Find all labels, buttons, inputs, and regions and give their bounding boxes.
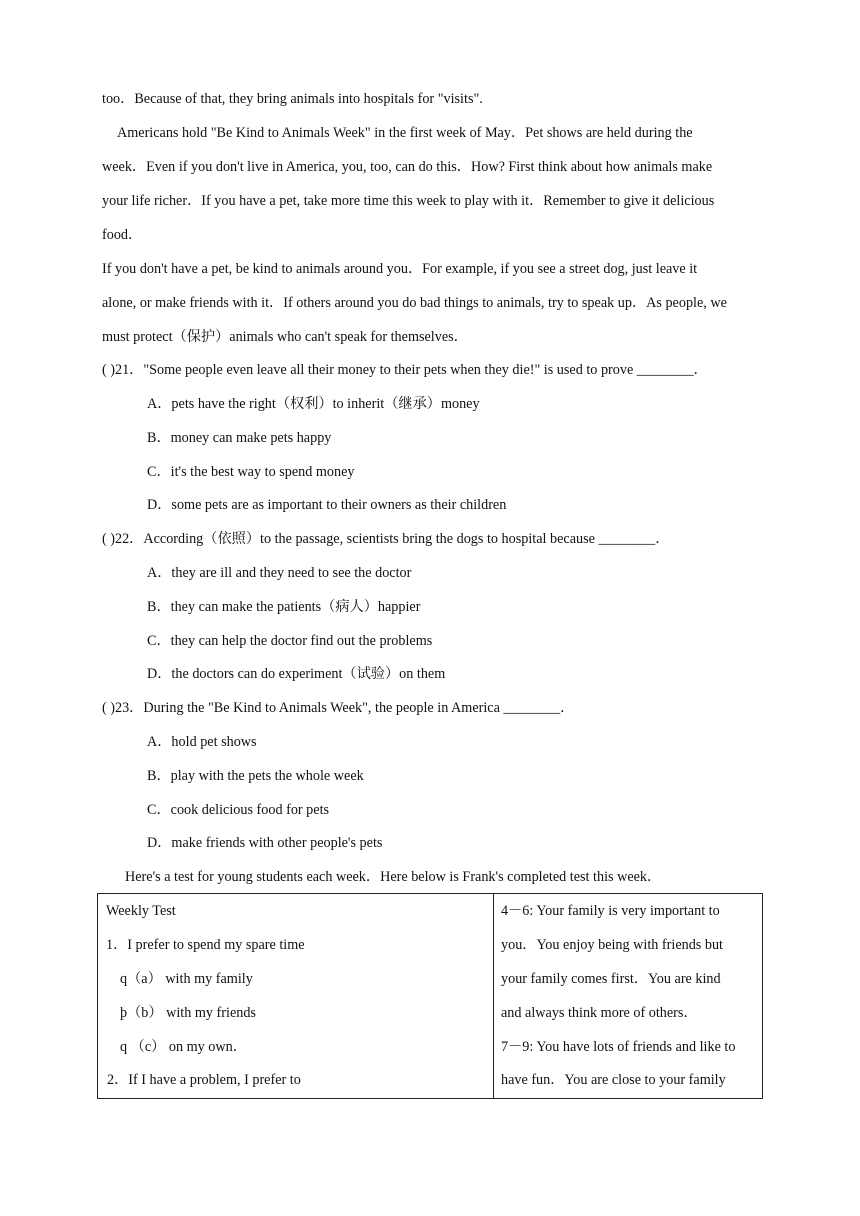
passage-line: week．Even if you don't live in America, you, too, can do this．How? First think about how animals make xyxy=(102,159,713,175)
table-intro: Here's a test for young students each week．Here below is Frank's completed test this week． xyxy=(125,869,662,885)
test-left-cell xyxy=(98,894,494,1099)
result-line: have fun．You are close to your family xyxy=(501,1072,726,1088)
passage-line: alone, or make friends with it．If others around you do bad things to animals, try to speak up．As people, we xyxy=(102,295,727,311)
test-choice: q（a） with my family xyxy=(120,971,253,987)
option-23-a: A．hold pet shows xyxy=(147,734,257,750)
test-choice: þ（b） with my friends xyxy=(120,1005,256,1021)
question-stem-21: ( )21．"Some people even leave all their money to their pets when they die!" is used to prove ________． xyxy=(102,362,708,378)
question-stem-22: ( )22．According（依照）to the passage, scientists bring the dogs to hospital because ________． xyxy=(102,531,670,547)
option-22-c: C．they can help the doctor find out the problems xyxy=(147,633,433,649)
option-22-a: A．they are ill and they need to see the doctor xyxy=(147,565,412,581)
passage-line: Americans hold "Be Kind to Animals Week" in the first week of May．Pet shows are held during the xyxy=(117,125,693,141)
option-23-b: B．play with the pets the whole week xyxy=(147,768,364,784)
result-line: you．You enjoy being with friends but xyxy=(501,937,724,953)
option-22-b: B．they can make the patients（病人）happier xyxy=(147,599,421,615)
question-stem-23: ( )23．During the "Be Kind to Animals Week", the people in America ________． xyxy=(102,700,575,716)
passage-line: food． xyxy=(102,227,143,243)
test-item: 1．I prefer to spend my spare time xyxy=(106,937,305,953)
weekly-test-table xyxy=(97,893,763,1099)
test-title: Weekly Test xyxy=(106,903,176,919)
option-21-a: A．pets have the right（权利）to inherit（继承）money xyxy=(147,396,480,412)
passage-line: If you don't have a pet, be kind to animals around you．For example, if you see a street dog, just leave it xyxy=(102,261,698,277)
passage-line: too．Because of that, they bring animals into hospitals for "visits". xyxy=(102,91,483,107)
result-line: 4－6: Your family is very important to xyxy=(501,903,720,919)
result-line: and always think more of others． xyxy=(501,1005,698,1021)
result-line: 7－9: You have lots of friends and like to xyxy=(501,1039,736,1055)
option-23-d: D．make friends with other people's pets xyxy=(147,835,383,851)
option-22-d: D．the doctors can do experiment（试验）on them xyxy=(147,666,446,682)
option-21-c: C．it's the best way to spend money xyxy=(147,464,355,480)
option-21-b: B．money can make pets happy xyxy=(147,430,332,446)
option-23-c: C．cook delicious food for pets xyxy=(147,802,330,818)
test-item: 2．If I have a problem, I prefer to xyxy=(107,1072,301,1088)
option-21-d: D．some pets are as important to their owners as their children xyxy=(147,497,507,513)
test-right-cell xyxy=(494,894,763,1099)
passage-line: must protect（保护）animals who can't speak for themselves． xyxy=(102,329,468,345)
passage-line: your life richer．If you have a pet, take more time this week to play with it．Remember to give it delicious xyxy=(102,193,715,209)
result-line: your family comes first．You are kind xyxy=(501,971,721,987)
test-choice: q （c） on my own． xyxy=(120,1039,247,1055)
